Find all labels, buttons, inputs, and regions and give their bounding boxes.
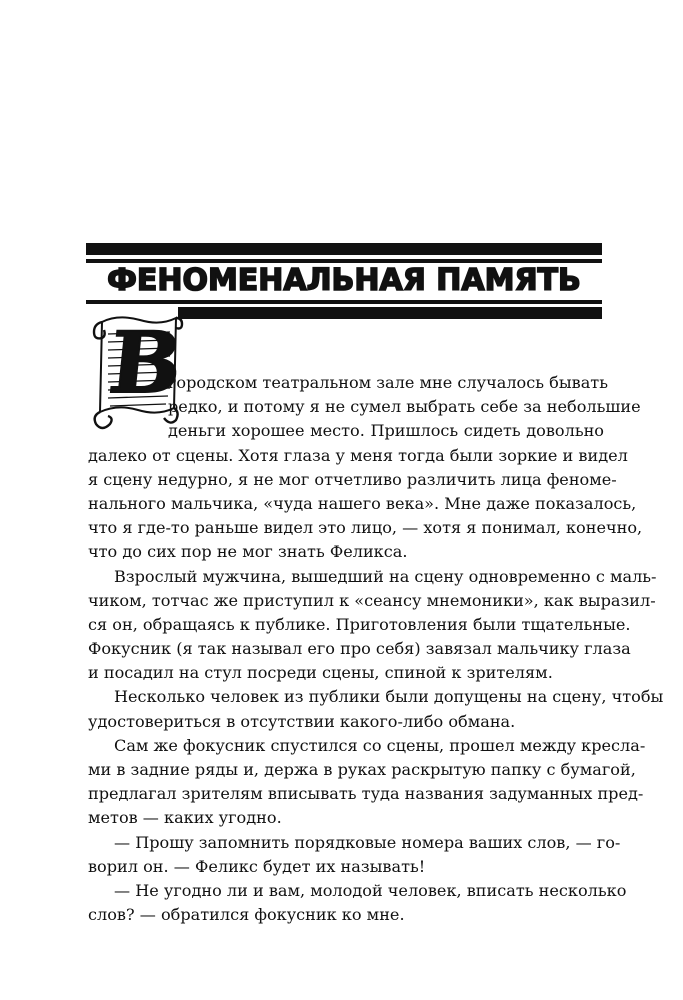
text-line: нального мальчика, «чуда нашего века». Мне даже показалось, <box>88 493 637 513</box>
text-line: — Прошу запомнить порядковые номера ваших слов, — го- <box>114 832 621 852</box>
chapter-title: ФЕНОМЕНАЛЬНАЯ ПАМЯТЬ <box>107 263 581 298</box>
text-line: метов — каких угодно. <box>88 808 282 828</box>
body-text <box>88 371 664 927</box>
text-line: Несколько человек из публики были допущены на сцену, чтобы <box>114 687 664 707</box>
drop-cap-letter: В <box>104 313 187 412</box>
text-line: Фокусник (я так называл его про себя) завязал мальчику глаза <box>88 639 631 659</box>
text-line: ся он, обращаясь к публике. Приготовления были тщательные. <box>88 614 631 634</box>
text-line: чиком, тотчас же приступил к «сеансу мнемоники», как выразил- <box>88 590 656 610</box>
text-line: Сам же фокусник спустился со сцены, прошел между кресла- <box>114 735 646 755</box>
text-line: — Не угодно ли и вам, молодой человек, вписать несколько <box>114 880 627 900</box>
text-line: предлагал зрителям вписывать туда названия задуманных пред- <box>88 784 644 804</box>
header-rule-top-thick <box>86 243 602 255</box>
text-line: ворил он. — Феликс будет их называть! <box>88 856 426 876</box>
text-line: далеко от сцены. Хотя глаза у меня тогда были зоркие и видел <box>88 445 628 465</box>
text-line: Взрослый мужчина, вышедший на сцену одновременно с маль- <box>114 566 657 586</box>
chapter-header <box>86 243 602 319</box>
text-line: что до сих пор не мог знать Феликса. <box>88 542 408 562</box>
header-rule-bottom-thick <box>178 307 602 319</box>
text-line: редко, и потому я не сумел выбрать себе за небольшие <box>168 397 641 417</box>
text-line: городском театральном зале мне случалось бывать <box>168 373 608 392</box>
header-rule-bottom-thin <box>86 300 602 304</box>
text-line: удостовериться в отсутствии какого-либо обмана. <box>88 711 516 731</box>
text-line: слов? — обратился фокусник ко мне. <box>88 905 405 925</box>
text-line: что я где-то раньше видел это лицо, — хотя я понимал, конечно, <box>88 518 643 538</box>
text-line: я сцену недурно, я не мог отчетливо различить лица феноме- <box>88 469 617 489</box>
text-line: ми в задние ряды и, держа в руках раскрытую папку с бумагой, <box>88 760 636 779</box>
text-line: и посадил на стул посреди сцены, спиной к зрителям. <box>88 663 553 683</box>
text-line: деньги хорошее место. Пришлось сидеть довольно <box>168 421 604 441</box>
